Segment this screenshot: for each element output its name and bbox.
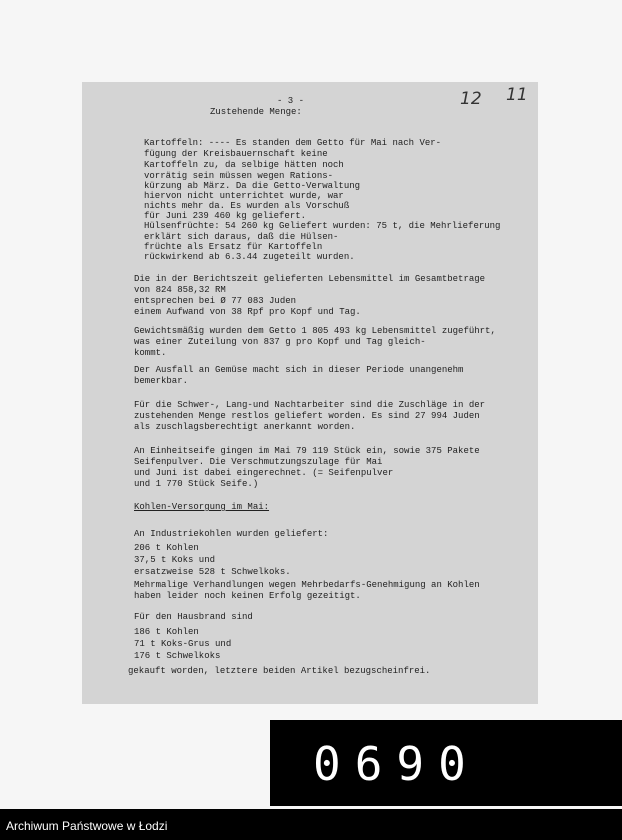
- line-9: Hülsenfrüchte: 54 260 kg Geliefert wurden: 75 t, die Mehrlieferung: [144, 221, 501, 231]
- line-40: gekauft worden, letztere beiden Artikel bezugscheinfrei.: [128, 666, 431, 676]
- line-24: als zuschlagsberechtigt anerkannt worden.: [134, 422, 356, 432]
- line-23: zustehenden Menge restlos geliefert worden. Es sind 27 994 Juden: [134, 411, 480, 421]
- line-25: An Einheitseife gingen im Mai 79 119 Stück ein, sowie 375 Pakete: [134, 446, 480, 456]
- line-35: haben leider noch keinen Erfolg gezeitigt.: [134, 591, 361, 601]
- handwritten-number-left: 12: [460, 89, 482, 109]
- line-33: ersatzweise 528 t Schwelkoks.: [134, 567, 291, 577]
- handwritten-number-right: 11: [506, 85, 528, 105]
- line-37: 186 t Kohlen: [134, 627, 199, 637]
- line-22: Für die Schwer-, Lang-und Nachtarbeiter sind die Zuschläge in der: [134, 400, 486, 410]
- line-1: Kartoffeln: ---- Es standen dem Getto für Mai nach Ver-: [144, 138, 442, 148]
- line-38: 71 t Koks-Grus und: [134, 639, 232, 649]
- line-4: vorrätig sein müssen wegen Rations-: [144, 171, 334, 181]
- line-30: An Industriekohlen wurden geliefert:: [134, 529, 329, 539]
- line-39: 176 t Schwelkoks: [134, 651, 221, 661]
- film-frame-number: 0690: [313, 737, 480, 791]
- line-36: Für den Hausbrand sind: [134, 612, 253, 622]
- line-28: und 1 770 Stück Seife.): [134, 479, 259, 489]
- line-13: Die in der Berichtszeit gelieferten Lebensmittel im Gesamtbetrage: [134, 274, 486, 284]
- line-17: Gewichtsmäßig wurden dem Getto 1 805 493 kg Lebensmittel zugeführt,: [134, 326, 496, 336]
- line-5: kürzung ab März. Da die Getto-Verwaltung: [144, 181, 361, 191]
- line-34: Mehrmalige Verhandlungen wegen Mehrbedarfs-Genehmigung an Kohlen: [134, 580, 480, 590]
- line-31: 206 t Kohlen: [134, 543, 199, 553]
- line-16: einem Aufwand von 38 Rpf pro Kopf und Tag.: [134, 307, 361, 317]
- line-7: nichts mehr da. Es wurden als Vorschuß: [144, 201, 350, 211]
- archive-name: Archiwum Państwowe w Łodzi: [6, 819, 168, 833]
- line-10: erklärt sich daraus, daß die Hülsen-: [144, 232, 339, 242]
- line-2: fügung der Kreisbauernschaft keine: [144, 149, 328, 159]
- section-heading: Zustehende Menge:: [210, 107, 302, 117]
- line-8: für Juni 239 460 kg geliefert.: [144, 211, 307, 221]
- line-12: rückwirkend ab 6.3.44 zugeteilt wurden.: [144, 252, 355, 262]
- line-6: hiervon nicht unterrichtet wurde, war: [144, 191, 344, 201]
- page-number: - 3 -: [277, 96, 305, 106]
- line-11: früchte als Ersatz für Kartoffeln: [144, 242, 323, 252]
- line-3: Kartoffeln zu, da selbige hätten noch: [144, 160, 344, 170]
- line-26: Seifenpulver. Die Verschmutzungszulage für Mai: [134, 457, 383, 467]
- line-14: von 824 858,32 RM: [134, 285, 226, 295]
- line-18: was einer Zuteilung von 837 g pro Kopf und Tag gleich-: [134, 337, 426, 347]
- line-20: Der Ausfall an Gemüse macht sich in dieser Periode unangenehm: [134, 365, 464, 375]
- coal-supply-heading: Kohlen-Versorgung im Mai:: [134, 502, 270, 512]
- line-32: 37,5 t Koks und: [134, 555, 216, 565]
- line-21: bemerkbar.: [134, 376, 189, 386]
- line-27: und Juni ist dabei eingerechnet. (= Seifenpulver: [134, 468, 394, 478]
- document-page: [82, 82, 538, 704]
- line-19: kommt.: [134, 348, 167, 358]
- archive-footer: [0, 812, 622, 840]
- line-15: entsprechen bei Ø 77 083 Juden: [134, 296, 297, 306]
